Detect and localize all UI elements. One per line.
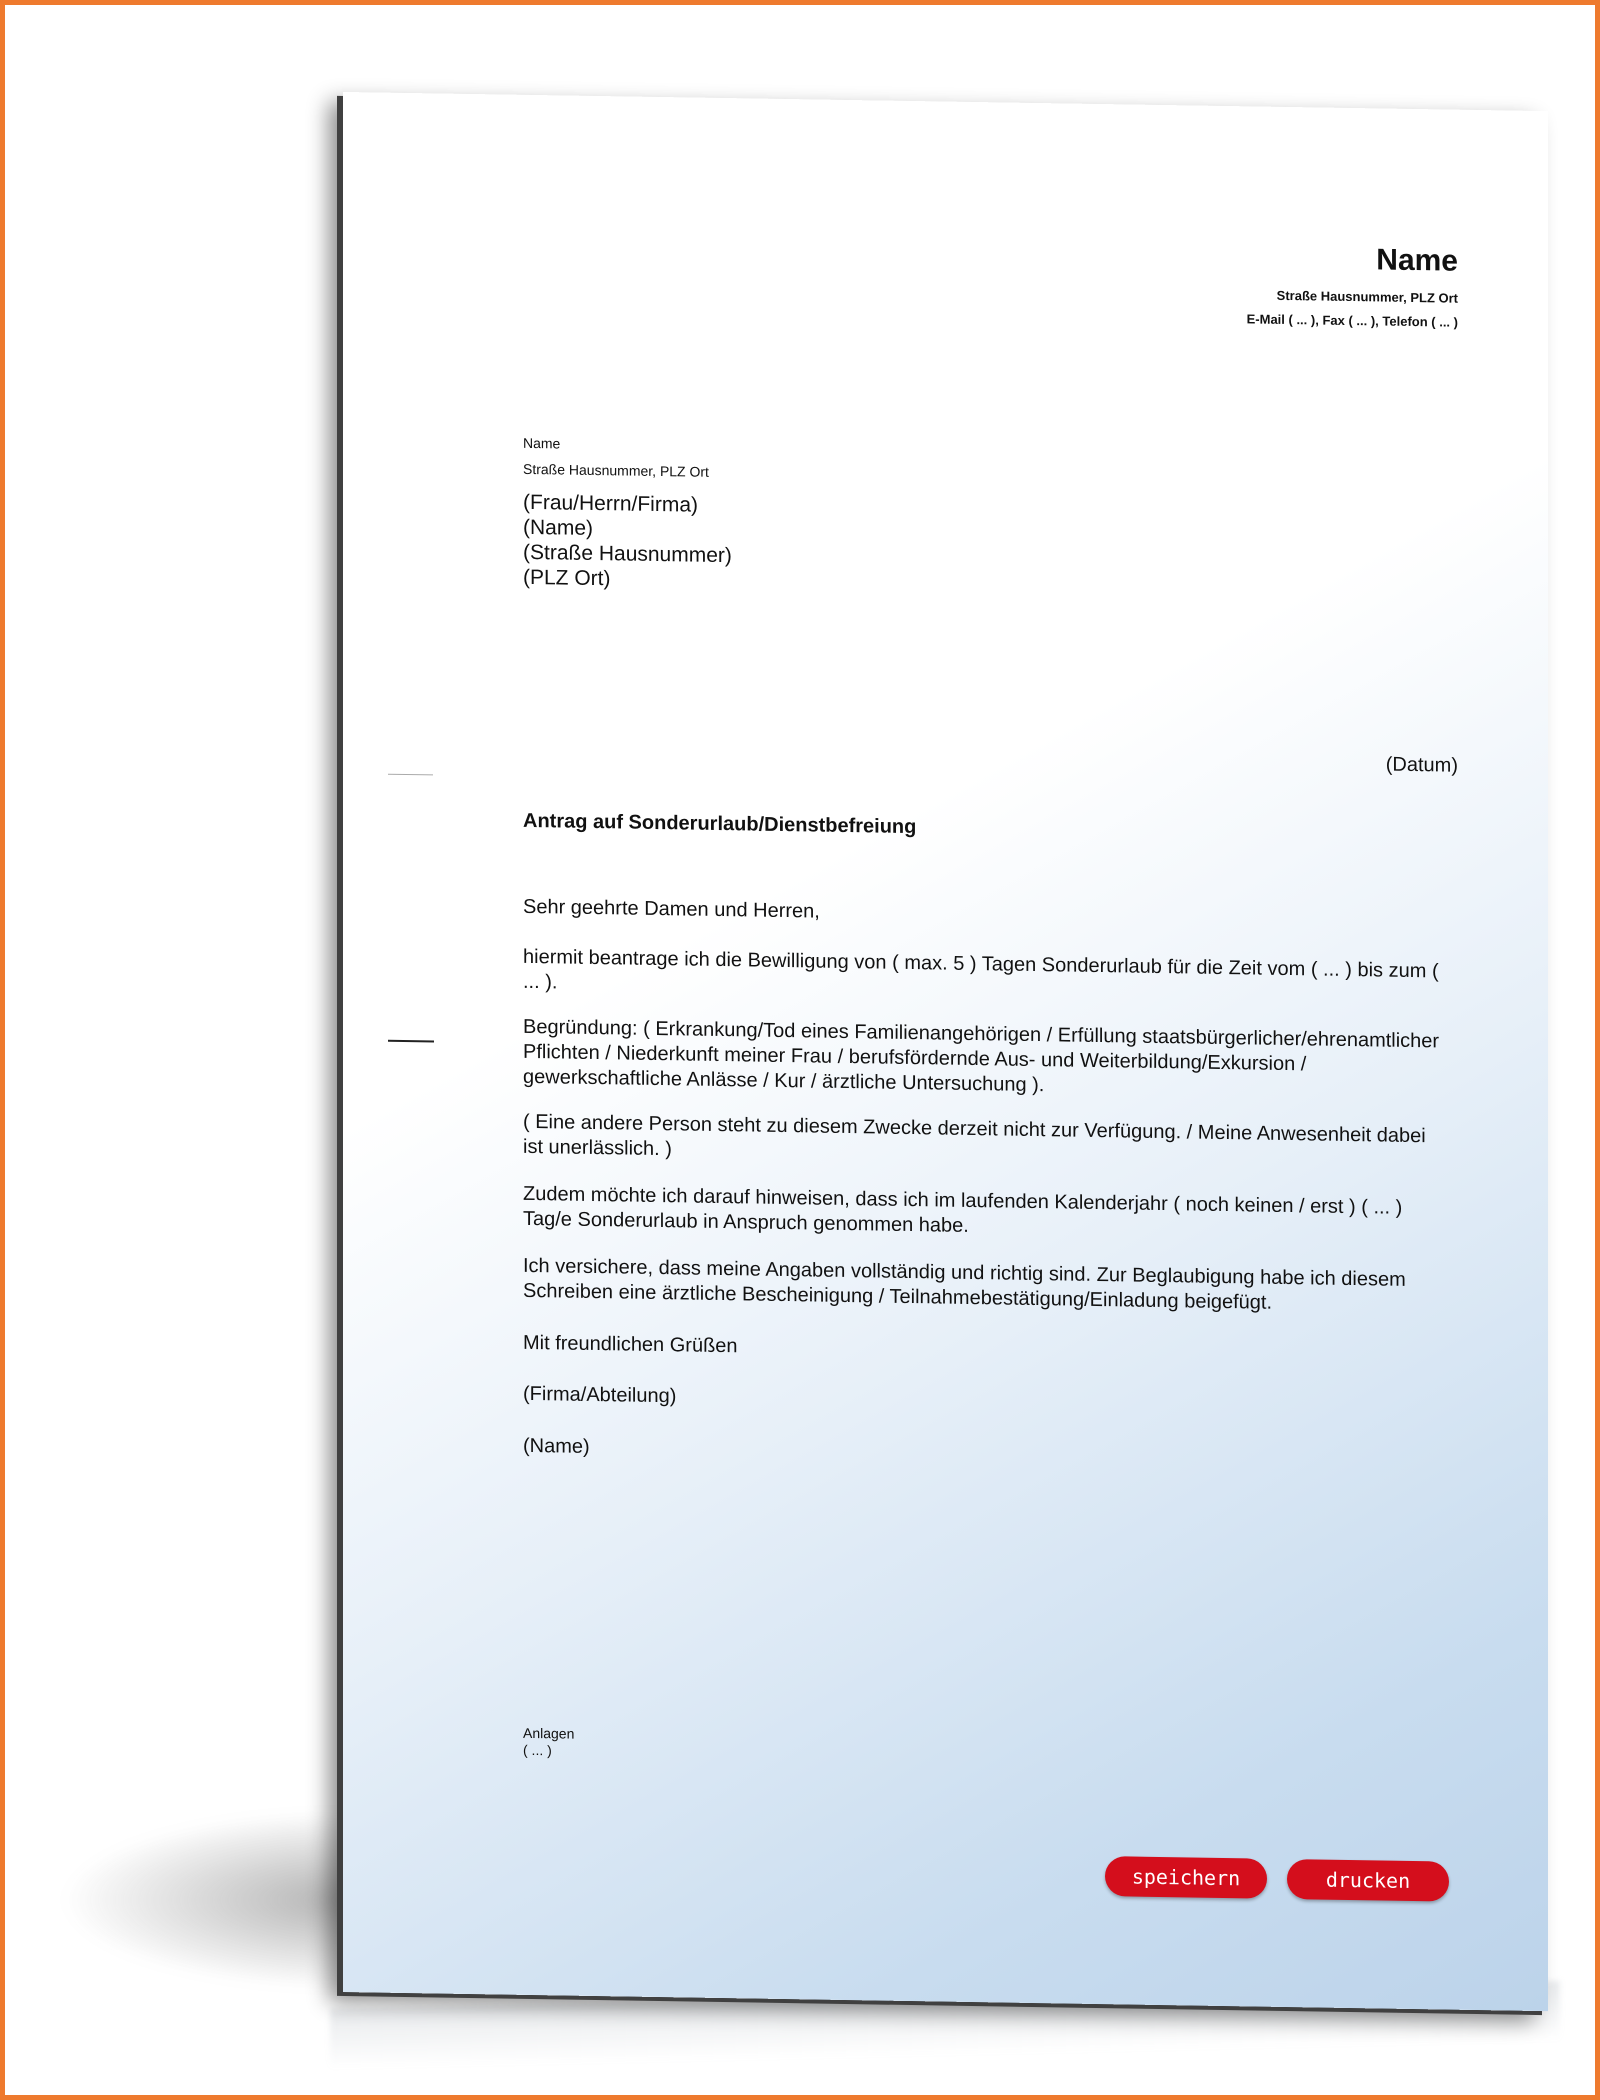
return-address: Straße Hausnummer, PLZ Ort <box>523 460 709 480</box>
attachments-label: Anlagen <box>523 1724 575 1742</box>
print-button[interactable]: drucken <box>1287 1859 1449 1902</box>
punch-mark <box>388 1040 434 1043</box>
body-paragraph: Zudem möchte ich darauf hinweisen, dass ich im laufenden Kalenderjahr ( noch keinen / erst ) ( ... ) Tag/e Sonderurlaub in Anspruch genommen habe. <box>523 1182 1403 1237</box>
sender-contact: E-Mail ( ... ), Fax ( ... ), Telefon ( ... ) <box>1246 311 1458 330</box>
closing: Mit freundlichen Grüßen <box>523 1331 738 1358</box>
attachments-value: ( ... ) <box>523 1741 552 1759</box>
letter-subject: Antrag auf Sonderurlaub/Dienstbefreiung <box>523 809 917 839</box>
sender-address: Straße Hausnummer, PLZ Ort <box>1276 287 1458 306</box>
letter-page <box>343 92 1548 2011</box>
body-paragraph: hiermit beantrage ich die Bewilligung von ( max. 5 ) Tagen Sonderurlaub für die Zeit vom ( ... ) bis zum ( ... ). <box>523 945 1439 994</box>
signature-company: (Firma/Abteilung) <box>523 1382 677 1408</box>
recipient-line: (PLZ Ort) <box>523 565 611 591</box>
fold-mark <box>388 774 433 776</box>
save-button[interactable]: speichern <box>1105 1856 1267 1899</box>
signature-name: (Name) <box>523 1434 590 1458</box>
sender-name: Name <box>1376 243 1458 278</box>
recipient-line: (Frau/Herrn/Firma) <box>523 490 699 517</box>
recipient-line: (Name) <box>523 515 594 540</box>
body-paragraph: ( Eine andere Person steht zu diesem Zwecke derzeit nicht zur Verfügung. / Meine Anwesenheit dabei ist unerlässlich. ) <box>523 1110 1426 1161</box>
body-paragraph: Begründung: ( Erkrankung/Tod eines Familienangehörigen / Erfüllung staatsbürgerlicher/ehrenamtlicher Pflichten / Niederkunft meiner Frau / berufsfördernde Aus- und Weiterbildung/Exkursion / gewerkschaftliche Anlässe / Kur / ärztliche Untersuchung ). <box>523 1015 1440 1097</box>
body-paragraph: Ich versichere, dass meine Angaben vollständig und richtig sind. Zur Beglaubigung habe ich diesem Schreiben eine ärztliche Bescheinigung / Teilnahmebestätigung/Einladung beigefügt. <box>523 1254 1406 1314</box>
salutation: Sehr geehrte Damen und Herren, <box>523 895 820 923</box>
recipient-line: (Straße Hausnummer) <box>523 540 732 568</box>
return-name: Name <box>523 434 561 452</box>
letter-date: (Datum) <box>1385 753 1458 777</box>
